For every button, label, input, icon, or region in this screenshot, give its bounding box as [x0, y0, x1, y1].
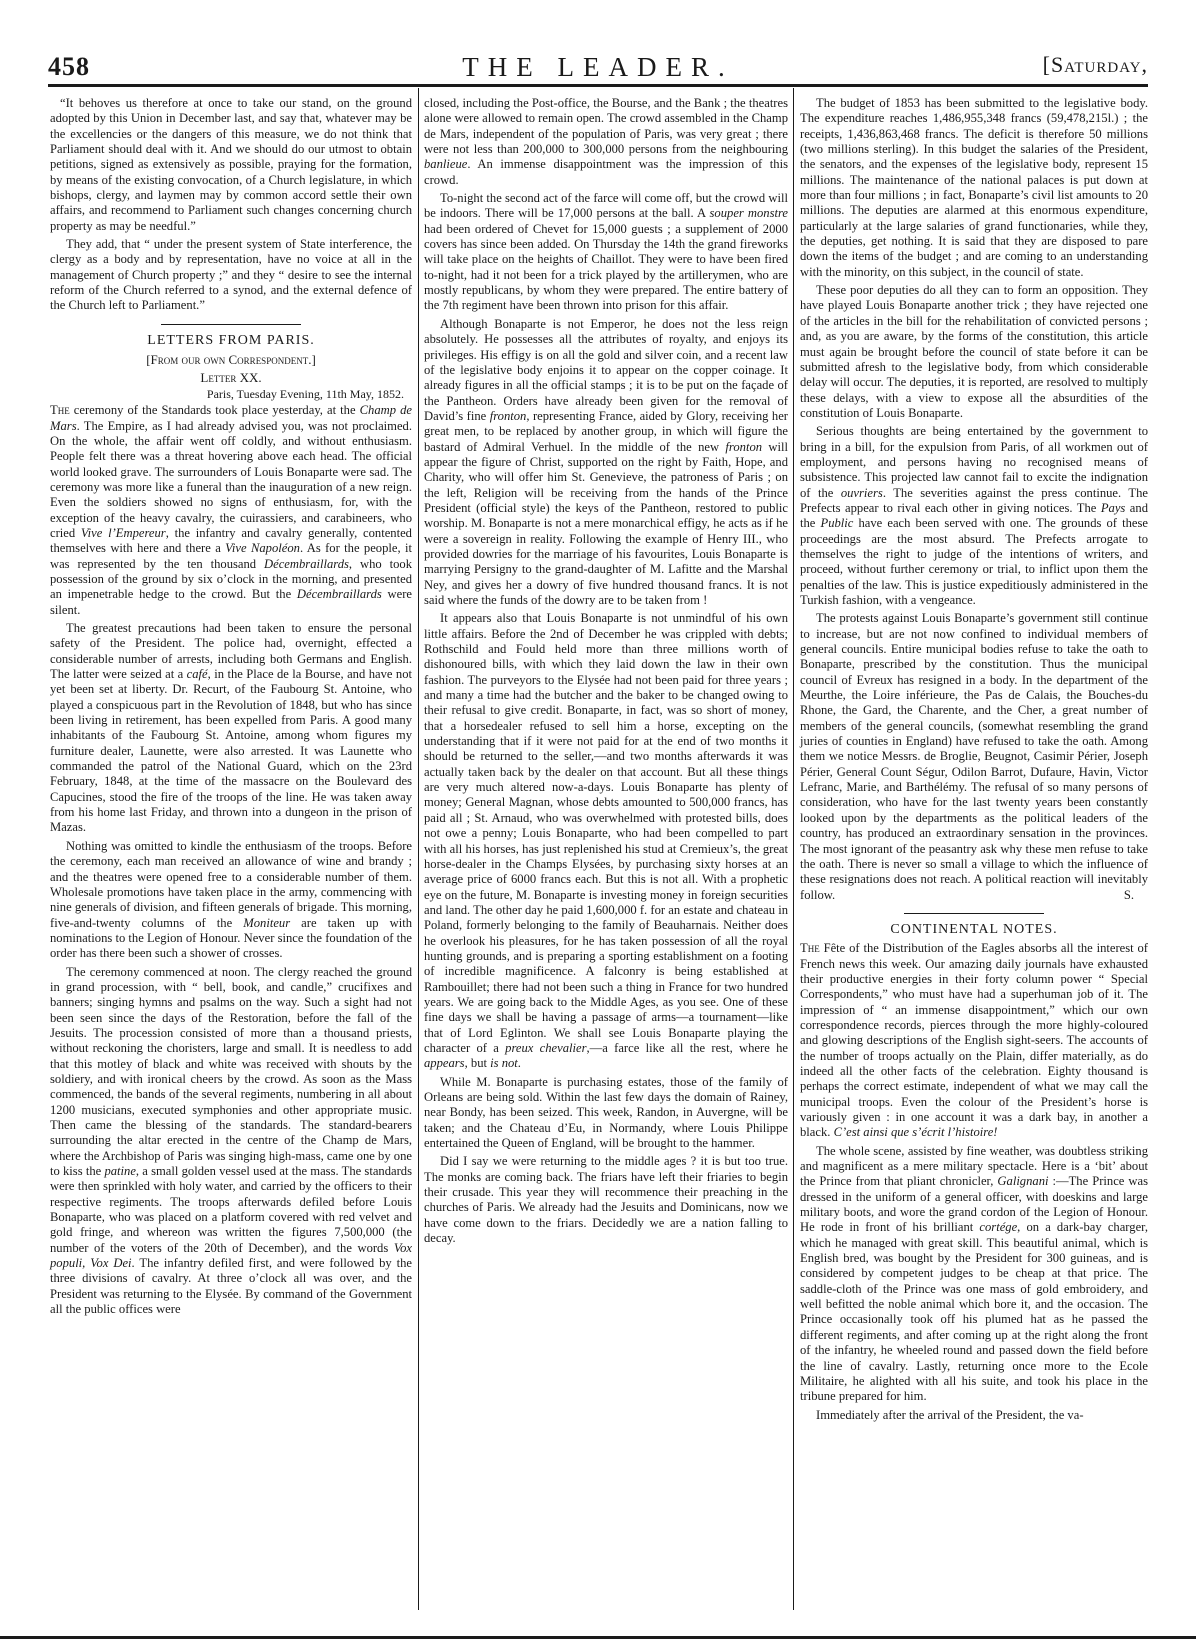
dateline: Paris, Tuesday Evening, 11th May, 1852. — [206, 386, 404, 401]
column-3 — [800, 96, 1148, 1426]
paragraph: Although Bonaparte is not Emperor, he does not the less reign absolutely. He possesses all the attributes of royalty, and enjoys its privileges. His effigy is on all the gold and silver coin, and a recent law of the legislative body enjoins it to appear on the copper coinage. It already figures in all the official stamps ; it is to be put on the façade of the Pantheon. Orders have already been given for the removal of David’s fine fronton, representing France, aided by Glory, receiving her great men, to be replaced by another group, in which will figure the bastard of Admiral Verhuel. In the middle of the new fronton will appear the figure of Christ, supported on the right by Faith, Hope, and Charity, who will offer him St. Genevieve, the patroness of Paris ; on the left, Religion will be receiving from the hands of the Prince President (official style) the keys of the Pantheon, restored to public worship. M. Bonaparte is not a mere monarchical effigy, he acts as if he were a sovereign in reality. Following the example of Henry III., who provided dowries for the marriage of his favourites, Louis Bonaparte is marrying Persigny to the grand-daughter of M. Lafitte and the Marshal Ney, and gives her a dowry of five hundred thousand francs. It is not said where the funds of the dowry are to be taken from ! — [424, 316, 788, 607]
paragraph: Nothing was omitted to kindle the enthusiasm of the troops. Before the ceremony, each man received an allowance of wine and brandy ; and the theatres were opened free to a considerable number of them. Wholesale promotions have taken place in the army, commencing with nine generals of division, and fifteen generals of brigade. This morning, five-and-twenty columns of the Moniteur are taken up with nominations to the Legion of Honour. Never since the foundation of the order has there been such a shower of crosses. — [50, 838, 412, 961]
newspaper-title: THE LEADER. — [462, 52, 734, 82]
paragraph: The greatest precautions had been taken to ensure the personal safety of the President. The police had, overnight, effected a considerable number of arrests, including both Germans and English. The latter were seized at a café, in the Place de la Bourse, and have not yet been set at liberty. Dr. Recurt, of the Faubourg St. Antoine, who played a conspicuous part in the Revolution of 1848, but who has since been living in retirement, has been expelled from Paris. A good many inhabitants of the Faubourg St. Antoine, among whom figures my furniture dealer, Launette, were also arrested. It was Launette who commanded the patrol of the National Guard, which on the 23rd February, 1848, at the time of the massacre on the Boulevard des Capucines, stood the fire of the troops of the line. He was taken away from his home last Friday, and thrown into a dungeon in the prison of Mazas. — [50, 621, 413, 835]
page-bottom-rule — [0, 1636, 1196, 1639]
paragraph: Immediately after the arrival of the President, the va- — [816, 1407, 1084, 1422]
section-subheading: [From our own Correspondent.] — [146, 352, 316, 368]
issue-day: [Saturday, — [1042, 52, 1148, 77]
section-divider — [161, 324, 301, 325]
paragraph: Serious thoughts are being entertained by the government to bring in a bill, for the expulsion from Paris, of all workmen out of employment, and persons having no recognised means of subsistence. This projected law cannot fail to excite the indignation of the ouvriers. The severities against the press continue. The Prefects appear to rival each other in giving notices. The Pays and the Public have each been served with one. The grounds of these proceedings are the most absurd. The Prefects arrogate to themselves the right to judge of the intentions of writers, and proceed, without further ceremony or trial, to inflict upon them the penalties of the law. This is justice expeditiously administered in the Turkish fashion, with a vengeance. — [800, 424, 1148, 607]
paragraph: closed, including the Post-office, the Bourse, and the Bank ; the theatres alone were allowed to remain open. The crowd assembled in the Champ de Mars, independent of the population of Paris, was very great ; there were not less than 200,000 to 300,000 persons from the neighbouring banlieue. An immense disappointment was the impression of this crowd. — [424, 96, 788, 187]
paragraph: Did I say we were returning to the middle ages ? it is but too true. The monks are coming back. The friars have left their friaries to begin their crusade. This year they will recommence their preaching in the churches of Paris. We already had the Jesuits and Dominicans, now we have come down to the friars. Decidedly we are a nation falling to decay. — [424, 1154, 788, 1246]
column-divider — [793, 88, 794, 1610]
masthead — [48, 52, 1148, 82]
paragraph: They add, that “ under the present system of State interference, the clergy as a body and by representation, have no voice at all in the management of Church property ;” and they “ desire to see the internal reform of the Church referred to a synod, and the external defence of the Church left to Parliament.” — [50, 237, 412, 313]
section-heading-letters-from-paris: LETTERS FROM PARIS. — [147, 332, 315, 348]
paragraph: The whole scene, assisted by fine weather, was doubtless striking and magnificent as a mere military spectacle. Here is a ‘bit’ about the Prince from that pliant chronicler, Galignani :—The Prince was dressed in the uniform of a general officer, with doeskins and large military boots, and wore the grand cordon of the Legion of Honour. He rode in front of his brilliant cortége, on a dark-bay charger, which he managed with great skill. This beautiful animal, which is English bred, was bought by the President for 300 guineas, and is considered by competent judges to be cheap at that price. The saddle-cloth of the Prince was one mass of gold embroidery, and well befitted the noble animal which bore it, and the occasion. The Prince occasionally took off his plumed hat as he passed the different regiments, and after coming up at the right along the front of the infantry, he wheeled round and passed down the field before the line of cavalry. Lastly, returning once more to the Ecole Militaire, he alighted with all his suite, and took his place in the tribune prepared for him. — [800, 1143, 1148, 1404]
paragraph: The ceremony of the Standards took place yesterday, at the Champ de Mars. The Empire, as I had already advised you, was not proclaimed. On the whole, the affair went off coldly, and without enthusiasm. People felt there was a threat hovering above each head. The official world looked grave. The surrounders of Louis Bonaparte were sad. The ceremony was more like a funeral than the inauguration of a new reign. Even the soldiers showed no signs of enthusiasm, for, with the exception of the heavy cavalry, the cuirassiers, and carabineers, who cried Vive l’Empereur, the infantry and cavalry generally, contented themselves with here and there a Vive Napoléon. As for the people, it was represented by the ten thousand Décembraillards, who took possession of the ground by six o’clock in the morning, and presented an impenetrable hedge to the crowd. But the Décembraillards were silent. — [50, 403, 412, 617]
column-divider — [418, 88, 419, 1610]
column-1 — [50, 96, 412, 1320]
paragraph: The budget of 1853 has been submitted to the legislative body. The expenditure reaches 1,486,955,348 francs (59,478,215l.) ; the receipts, 1,436,863,468 francs. The deficit is therefore 50 millions (two millions sterling). In this budget the salaries of the President, the senators, and the expenses of the legislative body, represent 15 millions. The maintenance of the national palaces is put down at more than four millions ; in fact, Bonaparte’s civil list amounts to 20 millions. The deputies are alarmed at this enormous expenditure, particularly at the large salaries of grand functionaries, while they, the deputies, get nothing. It is said that they are disposed to pare down the items of the budget ; and are coming to an understanding with the minority, on this subject, in the council of state. — [800, 96, 1148, 279]
quoted-paragraph: “It behoves us therefore at once to take our stand, on the ground adopted by this Union in December last, and say that, whatever may be the excellencies or the dangers of this measure, we do not think that Parliament should deal with it. And we should do our utmost to obtain petitions, signed as extensively as possible, praying for the formation, by means of the existing convocation, of a Church legislature, in which bishops, clergy, and laymen may by common accord settle their own affairs, and recommend to Parliament such changes concerning church property as may be needful.” — [50, 96, 412, 233]
page-number: 458 — [48, 52, 90, 81]
masthead-rule — [48, 84, 1148, 87]
section-heading-continental-notes: CONTINENTAL NOTES. — [890, 921, 1058, 937]
paragraph: The ceremony commenced at noon. The clergy reached the ground in grand procession, with “ bell, book, and candle,” crucifixes and banners; singing hymns and psalms on the way. Such a sight had not been seen since the days of the Restoration, before the fall of the Jesuits. The procession consisted of more than a thousand priests, without reckoning the choristers, large and small. It is needless to add that this motley of black and white was received with shouts by the soldiery, and with ironical cheers by the crowd. As soon as the Mass commenced, the bands of the several regiments, numbering in all about 1200 musicians, executed symphonies and other appropriate music. Then came the blessing of the standards. The standard-bearers surrounding the altar erected in the centre of the Champ de Mars, where the Archbishop of Paris was singing high-mass, came one by one to kiss the patine, a small golden vessel used at the mass. The standards were then sprinkled with holy water, and carried by the officers to their respective regiments. The troops afterwards defiled before Louis Bonaparte, who was placed on a platform covered with red velvet and gold fringe, and whereon was written the figures 7,500,000 (the number of the voters of the 20th of December), and the words Vox populi, Vox Dei. The infantry defiled first, and were followed by the three divisions of cavalry. At three o’clock all was over, and the President was returning to the Elysée. By command of the Government all the public offices were — [50, 964, 413, 1317]
paragraph: These poor deputies do all they can to form an opposition. They have played Louis Bonaparte another trick ; they have rejected one of the articles in the bill for the rehabilitation of convicted persons ; and, as you are aware, by the forms of the constitution, this article must again be brought before the council of state before it can be submitted afresh to the legislative body, from which considerable delay will occur. The deputies, it is reported, are resolved to multiply these delays, with a view to expose all the absurdities of the constitution of Louis Bonaparte. — [800, 283, 1148, 420]
letter-number: Letter XX. — [200, 369, 262, 385]
paragraph: The Fête of the Distribution of the Eagles absorbs all the interest of French news this week. Our amazing daily journals have exhausted their productive energies in their forty column power “ Special Correspondents,” who must have had a superhuman job of it. The impression of “ an immense disappointment,” which our own correspondence records, pierces through the more highly-coloured and glowing descriptions of the English sight-seers. The accounts of the number of troops actually on the Plain, differ materially, as do indeed all the other facts of the celebration. Eighty thousand is perhaps the correct estimate, independent of what we may call the municipal troops. Even the colour of the President’s horse is variously given : in one account it was a dark bay, in another a black. C’est ainsi que s’écrit l’histoire! — [800, 941, 1148, 1140]
paragraph: While M. Bonaparte is purchasing estates, those of the family of Orleans are being sold. Within the last few days the domain of Rainey, near Bondy, has been seized. This week, Randon, in Auvergne, will be taken; and the Chateau d’Eu, in Normandy, where Louis Philippe entertained the Queen of England, will be brought to the hammer. — [424, 1074, 788, 1151]
column-2 — [424, 96, 788, 1249]
paragraph: The protests against Louis Bonaparte’s government still continue to increase, but are not now confined to individual members of general councils. Entire municipal bodies refuse to take the oath to Bonaparte, prescribed by the constitution. Thus the municipal council of Evreux has resigned in a body. In the department of the Meurthe, the Loire inférieure, the Pas de Calais, the Bouches-du Rhone, the Gard, the Charente, and the Cher, a great number of members of the general councils, (somewhat resembling the grand juries of counties in England) have refused to take the oath. Among them we notice Messrs. de Broglie, Beugnot, Casimir Périer, Joseph Périer, General Count Ségur, Odilon Barrot, Dufaure, Havin, Victor Lefranc, Marie, and Barthélémy. The refusal of so many persons of consideration, who have for the last twenty years been constantly looked upon by the departments as the political leaders of the country, has produced an extraordinary sensation in the provinces. The most ignorant of the peasantry ask why these men refuse to take the oath. There is never so small a village to which the influence of these resignations does not reach. A political reaction will inevitably follow. S. — [800, 611, 1148, 902]
paragraph: To-night the second act of the farce will come off, but the crowd will be indoors. There will be 17,000 persons at the ball. A souper monstre had been ordered of Chevet for 15,000 guests ; a supplement of 2000 covers has since been added. On Thursday the 14th the grand fireworks will take place on the heights of Chaillot. They were to have been fired to-night, had it not been for a trick played by the artillerymen, who are mostly republicans, by whom they were prepared. The entire battery of the 7th regiment have been thrown into prison for this affair. — [424, 191, 788, 313]
paragraph: It appears also that Louis Bonaparte is not unmindful of his own little affairs. Before the 2nd of December he was crippled with debts; Rothschild and Fould held more than three millions worth of dishonoured bills, with which they laid down the law in their own fashion. The purveyors to the Elysée had not been paid for three years ; and many a time had the butcher and the baker to be changed owing to their refusal to give credit. Bonaparte, in fact, was so short of money, that a horsedealer refused to sell him a horse, excepting on the understanding that if it were not paid for at the end of two months it should be returned to the seller,—and two months afterwards it was actually taken back by the dealer on that account. But all these things are very much altered now-a-days. Louis Bonaparte has plenty of money; General Magnan, whose debts amounted to 500,000 francs, has paid all ; St. Arnaud, who was overwhelmed with protested bills, does not owe a penny; Louis Bonaparte, who had been compelled to part with all his horses, has just replenished his stud at Cremieux’s, the great horse-dealer in the Champs Elysées, by purchasing sixty horses at an average price of 6000 francs each. But this is not all. With a prophetic eye on the future, M. Bonaparte is investing money in foreign securities and land. The other day he paid 1,600,000 f. for an estate and chateau in Poland, formerly belonging to the family of Beauharnais. Neither does he overlook his pleasures, for he has taken possession of all the royal hunting grounds, and is preparing a sporting establishment on a footing of incredible magnificence. A falconry is being established at Rambouillet; there had not been such a thing in France for two hundred years. We are going back to the Middle Ages, as you see. One of these fine days we shall be having a passage of arms—a tournament—like that of Lord Eglinton. We shall see Louis Bonaparte playing the character of a preux chevalier,—a farce like all the rest, where he appears, but is not. — [424, 611, 788, 1071]
author-signature: S. — [1123, 887, 1134, 902]
section-divider — [904, 913, 1044, 914]
